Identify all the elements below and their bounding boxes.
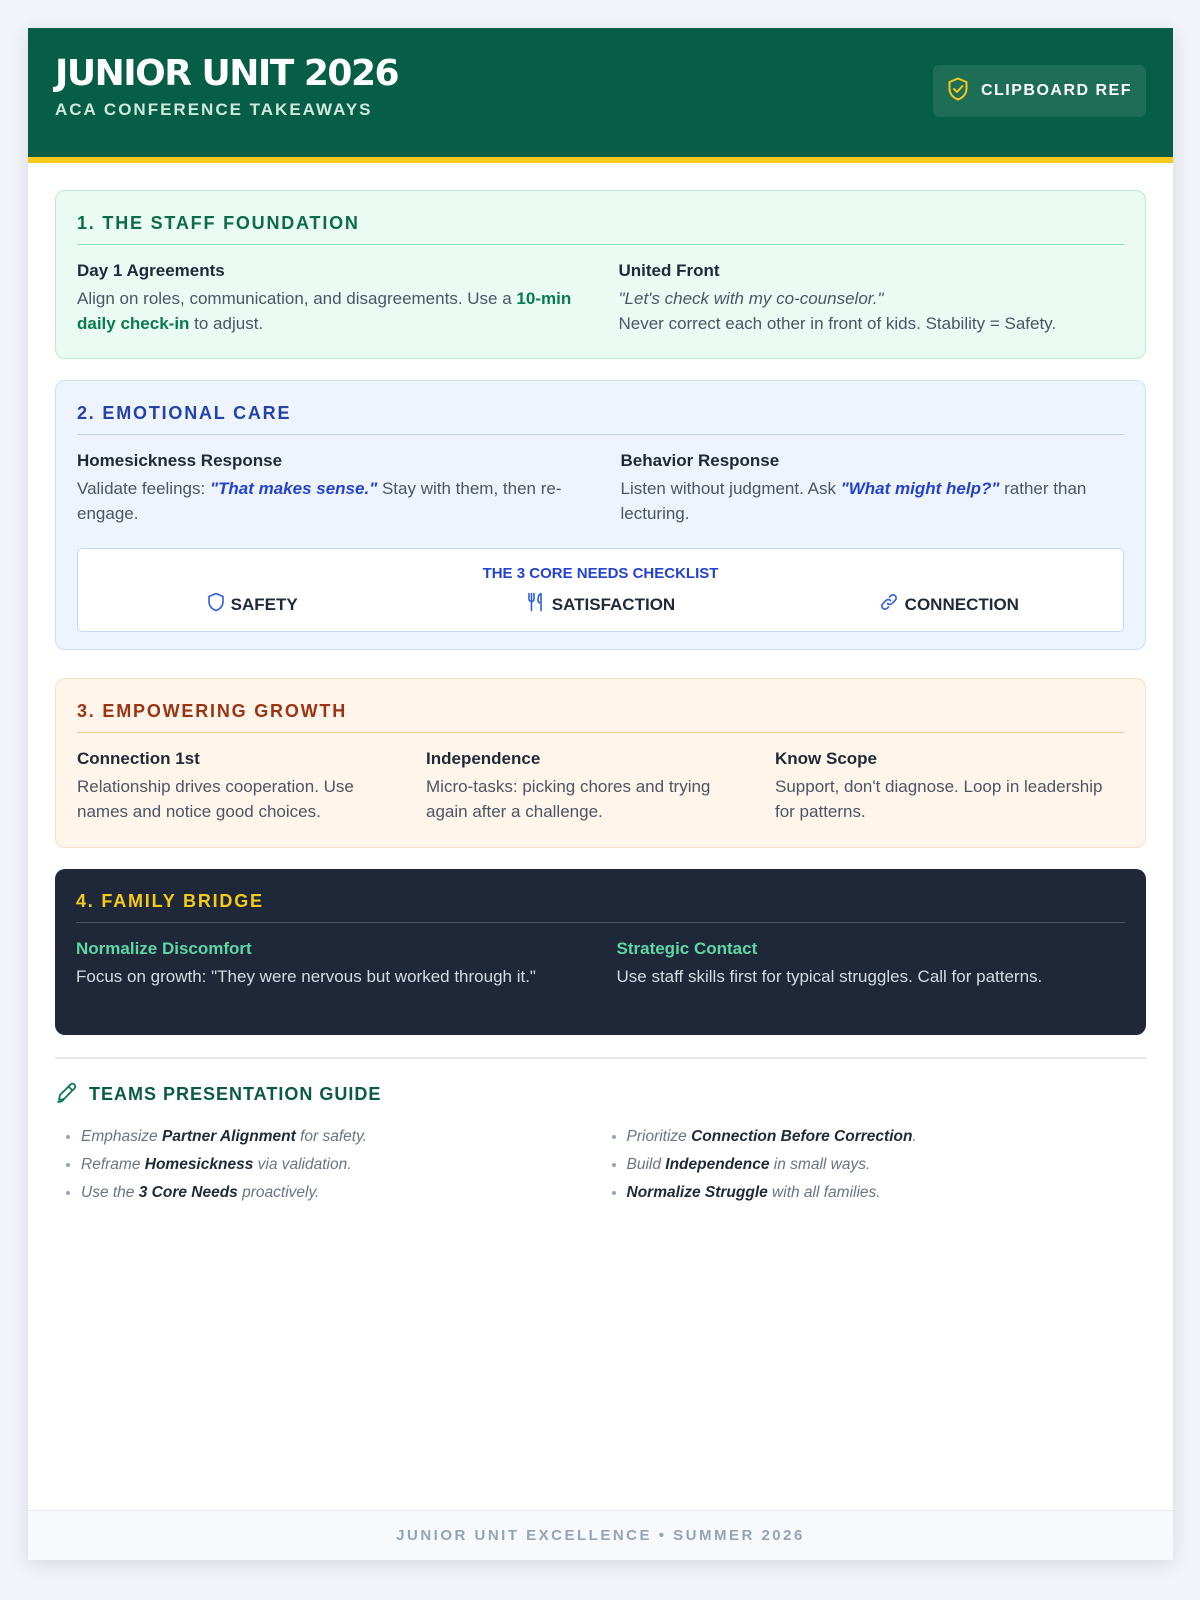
column-text xyxy=(619,286,1125,336)
column-title: United Front xyxy=(618,261,720,280)
text-segment: Validate feelings: xyxy=(77,479,210,498)
know-scope xyxy=(775,749,1124,824)
need-satisfaction xyxy=(426,592,774,617)
united-front xyxy=(619,261,1125,336)
list-item xyxy=(81,1151,601,1179)
text-segment: Listen without judgment. Ask xyxy=(620,479,841,498)
list-item xyxy=(627,1123,1147,1151)
need-label: SATISFACTION xyxy=(551,594,676,614)
emotional-care-card xyxy=(55,380,1146,650)
text-segment: Emphasize xyxy=(81,1128,162,1145)
text-segment: Prioritize xyxy=(626,1128,692,1145)
column-title: Behavior Response xyxy=(620,451,780,470)
guide-list-left xyxy=(55,1123,601,1207)
column-text: Relationship drives cooperation. Use names and notice good choices. xyxy=(77,777,354,821)
reference-sheet xyxy=(28,28,1173,1560)
clipboard-ref-badge[interactable] xyxy=(933,65,1146,117)
column-text: Micro-tasks: picking chores and trying again after a challenge. xyxy=(426,777,711,821)
day1-agreements xyxy=(77,261,619,336)
column-text xyxy=(77,476,581,526)
text-segment: with all families. xyxy=(767,1184,881,1201)
bold-text: Normalize Struggle xyxy=(626,1184,768,1201)
section-heading: 3. EMPOWERING GROWTH xyxy=(77,701,1124,733)
badge-label: CLIPBOARD REF xyxy=(980,82,1132,99)
guide-list-right xyxy=(601,1123,1147,1207)
text-segment: Stay with them, then re-engage. xyxy=(77,479,562,523)
presentation-guide xyxy=(55,1080,1146,1207)
column-title: Homesickness Response xyxy=(77,451,283,470)
bold-text: 3 Core Needs xyxy=(138,1184,238,1201)
pen-icon xyxy=(55,1080,79,1109)
column-title: Strategic Contact xyxy=(616,939,758,958)
column-title: Connection 1st xyxy=(77,749,200,768)
utensils-icon xyxy=(526,592,546,617)
text-segment: Reframe xyxy=(81,1156,145,1173)
guide-title: TEAMS PRESENTATION GUIDE xyxy=(89,1084,382,1104)
page-header xyxy=(28,28,1173,163)
need-connection xyxy=(775,592,1123,617)
column-title: Independence xyxy=(426,749,541,768)
column-text xyxy=(621,476,1125,526)
text-segment: to adjust. xyxy=(189,314,264,333)
link-icon xyxy=(879,592,899,617)
family-bridge-card xyxy=(55,869,1146,1035)
text-segment: Never correct each other in front of kids. Stability = Safety. xyxy=(618,314,1057,333)
strategic-contact xyxy=(617,939,1126,989)
staff-foundation-card xyxy=(55,190,1146,359)
shield-icon xyxy=(207,592,225,617)
list-item xyxy=(81,1123,601,1151)
empowering-growth-card xyxy=(55,678,1146,848)
behavior-response xyxy=(621,451,1125,526)
core-needs-checklist xyxy=(77,548,1124,632)
text-segment: Use the xyxy=(81,1184,139,1201)
page-title: JUNIOR UNIT 2026 xyxy=(55,53,399,94)
text-segment: Build xyxy=(626,1156,666,1173)
text-segment: rather than lecturing. xyxy=(620,479,1087,523)
page-footer: JUNIOR UNIT EXCELLENCE • SUMMER 2026 xyxy=(28,1510,1173,1560)
page-subtitle: ACA CONFERENCE TAKEAWAYS xyxy=(55,100,373,119)
column-title: Normalize Discomfort xyxy=(76,939,252,958)
guide-heading xyxy=(55,1080,1146,1109)
column-text: Focus on growth: "They were nervous but worked through it." xyxy=(76,967,536,986)
quote-text: "What might help?" xyxy=(840,479,1000,498)
bold-text: Independence xyxy=(665,1156,770,1173)
text-segment: proactively. xyxy=(237,1184,320,1201)
bold-text: Partner Alignment xyxy=(161,1128,296,1145)
quote-text: "Let's check with my co-counselor." xyxy=(618,289,884,308)
checklist-title: THE 3 CORE NEEDS CHECKLIST xyxy=(482,565,719,582)
text-segment: Align on roles, communication, and disagreements. Use a xyxy=(77,289,517,308)
section-heading: 2. EMOTIONAL CARE xyxy=(77,403,1124,435)
highlight-text: 10-min daily check-in xyxy=(77,289,572,333)
quote-text: "That makes sense." xyxy=(209,479,378,498)
need-label: CONNECTION xyxy=(904,594,1019,614)
bold-text: Homesickness xyxy=(144,1156,254,1173)
column-text xyxy=(77,286,583,336)
shield-check-icon xyxy=(947,77,969,106)
text-segment: . xyxy=(912,1128,917,1145)
need-label: SAFETY xyxy=(230,594,298,614)
column-title: Know Scope xyxy=(775,749,878,768)
normalize-discomfort xyxy=(76,939,617,989)
need-safety xyxy=(78,592,426,617)
column-title: Day 1 Agreements xyxy=(77,261,225,280)
bold-text: Connection Before Correction xyxy=(691,1128,913,1145)
list-item xyxy=(81,1179,601,1207)
independence xyxy=(426,749,775,824)
column-text: Support, don't diagnose. Loop in leadership for patterns. xyxy=(775,777,1103,821)
homesickness-response xyxy=(77,451,621,526)
section-divider xyxy=(55,1057,1146,1059)
text-segment: in small ways. xyxy=(769,1156,871,1173)
column-text: Use staff skills first for typical struggles. Call for patterns. xyxy=(616,967,1043,986)
section-heading: 4. FAMILY BRIDGE xyxy=(76,891,1125,923)
text-segment: for safety. xyxy=(295,1128,367,1145)
connection-first xyxy=(77,749,426,824)
section-heading: 1. THE STAFF FOUNDATION xyxy=(77,213,1124,245)
list-item xyxy=(627,1151,1147,1179)
list-item xyxy=(627,1179,1147,1207)
text-segment: via validation. xyxy=(253,1156,352,1173)
